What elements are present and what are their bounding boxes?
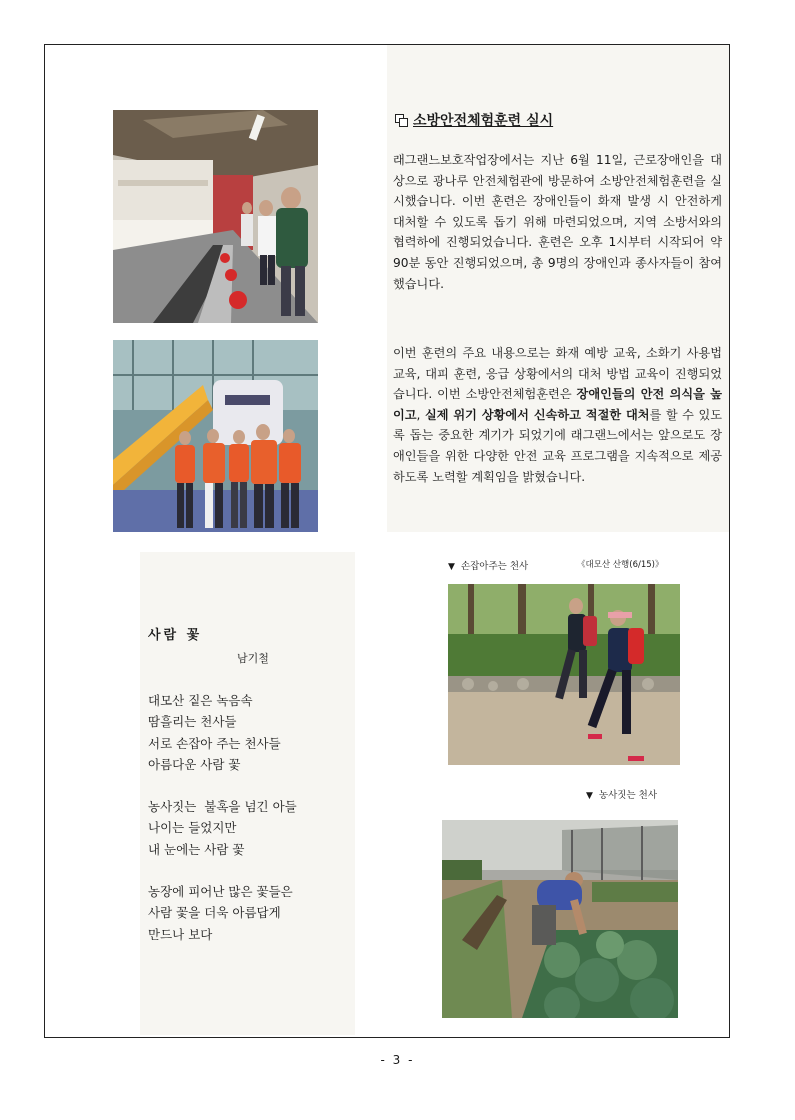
group-life-vest-photo bbox=[113, 340, 318, 532]
fire-training-hallway-photo bbox=[113, 110, 318, 323]
poem-line: 농사짓는 불혹을 넘긴 아들 bbox=[148, 799, 297, 814]
poem-stanza-1 bbox=[148, 690, 281, 775]
copy-squares-icon bbox=[395, 114, 407, 126]
poem-line: 아름다운 사람 꽃 bbox=[148, 756, 241, 772]
paragraph-2-text-1: 이번 훈련의 주요 내용으로는 화재 예방 교육, 소화기 사용법 교육, 대피 훈련, 응급 상황에서의 대처 방법 교육이 진행되었습니다. 이번 소방안전체험훈련은 bbox=[393, 346, 722, 402]
farming-photo bbox=[442, 820, 678, 1018]
article-title-text: 소방안전체험훈련 실시 bbox=[413, 113, 554, 129]
paragraph-2-bold-1: 장애인들의 안전 의식을 높이고 bbox=[393, 387, 722, 422]
hiking-caption-note: 《대모산 산행(6/15)》 bbox=[577, 560, 664, 570]
paragraph-2-text-2: , bbox=[416, 407, 425, 422]
poem-line: 만드나 보다 bbox=[148, 926, 213, 942]
article-paragraph-1: 래그랜느보호작업장에서는 지난 6월 11일, 근로장애인을 대상으로 광나루 안전체험관에 방문하여 소방안전체험훈련을 실시했습니다. 이번 훈련은 장애인들이 화재 발생 시 안전하게 대처할 수 있도록 돕기 위해 마련되었으며, 지역 소방서와의 협력하에 진행되었습니다. 훈련은 오후 1시부터 시작되어 약 90분 동안 진행되었으며, 총 9명의 장애인과 종사자들이 참여했습니다. bbox=[393, 153, 722, 291]
poem-line: 내 눈에는 사람 꽃 bbox=[148, 841, 245, 857]
poem-line: 사람 꽃을 더욱 아름답게 bbox=[148, 905, 281, 921]
hiking-caption bbox=[448, 558, 528, 572]
triangle-down-icon: ▼ bbox=[586, 791, 593, 801]
hiking-caption-text: 손잡아주는 천사 bbox=[460, 561, 529, 572]
poem-stanza-3 bbox=[148, 881, 293, 945]
poem-author: 남기철 bbox=[237, 652, 269, 665]
poem-line: 서로 손잡아 주는 천사들 bbox=[148, 735, 281, 751]
poem-line: 나이는 들었지만 bbox=[148, 820, 237, 836]
poem-line: 대모산 짙은 녹음속 bbox=[148, 693, 253, 708]
paragraph-2-bold-2: 실제 위기 상황에서 신속하고 적절한 대처 bbox=[424, 407, 650, 422]
poem-line: 농장에 피어난 많은 꽃들은 bbox=[148, 884, 293, 899]
triangle-down-icon: ▼ bbox=[448, 562, 455, 572]
article-paragraph-2 bbox=[393, 343, 722, 487]
farming-caption-text: 농사짓는 천사 bbox=[598, 790, 658, 801]
page-number: - 3 - bbox=[380, 1053, 415, 1067]
farming-caption bbox=[586, 787, 657, 801]
poem-title: 사람 꽃 bbox=[148, 628, 203, 643]
poem-line: 땀흘리는 천사들 bbox=[148, 714, 237, 730]
article-title bbox=[395, 110, 553, 130]
paragraph-2-text-3: 를 할 수 있도록 돕는 중요한 계기가 되었기에 래그랜느에서는 앞으로도 장애인들을 위한 다양한 안전 교육 프로그램을 지속적으로 제공하도록 노력할 계획임을 밝혔습니다. bbox=[393, 407, 722, 484]
hiking-photo bbox=[448, 584, 680, 765]
poem-stanza-2 bbox=[148, 796, 297, 860]
